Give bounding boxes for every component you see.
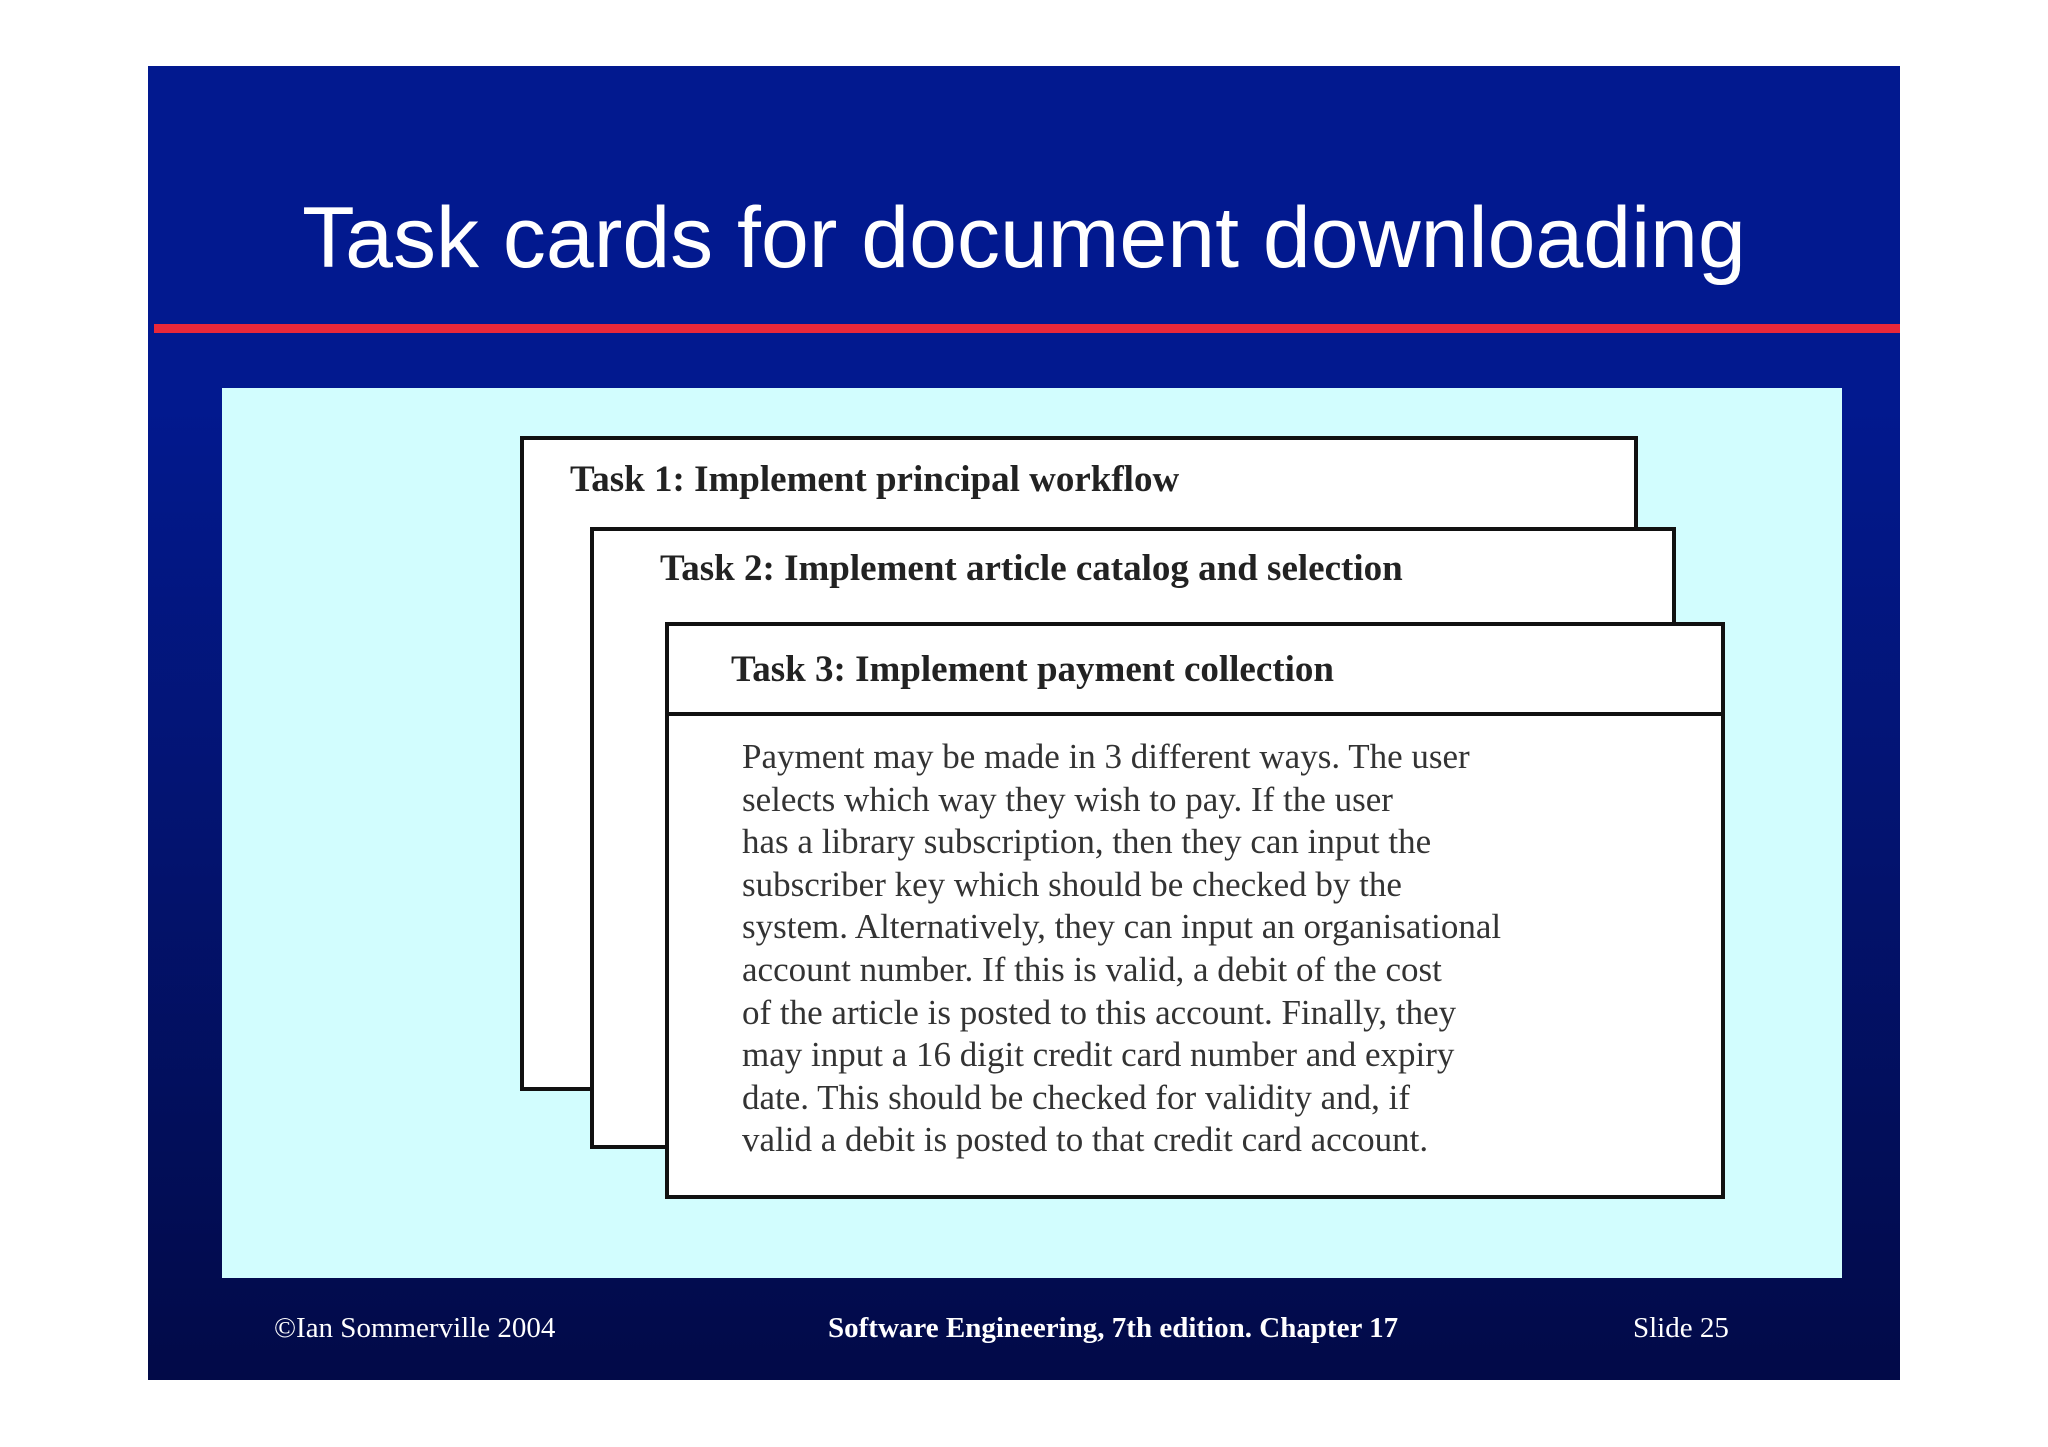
- footer-slide-number: Slide 25: [1633, 1312, 1729, 1344]
- task-card-3-body-line: of the article is posted to this account. Finally, they: [742, 992, 1457, 1032]
- title-rule: [154, 324, 1900, 333]
- task-card-3-title: Task 3: Implement payment collection: [731, 649, 1334, 690]
- slide-title: Task cards for document downloading: [302, 190, 1746, 286]
- task-card-3-body-line: account number. If this is valid, a debit of the cost: [742, 949, 1442, 989]
- figure-panel: [222, 388, 1842, 1278]
- task-card-3-body-line: system. Alternatively, they can input an organisational: [742, 907, 1502, 947]
- task-card-3: [665, 622, 1725, 1199]
- task-card-3-body-line: valid a debit is posted to that credit card account.: [742, 1120, 1429, 1160]
- slide: [148, 66, 1900, 1380]
- task-card-3-body: [742, 736, 1702, 1162]
- task-card-3-body-line: date. This should be checked for validity and, if: [742, 1077, 1411, 1117]
- footer-copyright: ©Ian Sommerville 2004: [274, 1312, 556, 1344]
- task-card-3-body-line: has a library subscription, then they can input the: [742, 822, 1432, 862]
- task-card-2-title: Task 2: Implement article catalog and selection: [660, 548, 1403, 589]
- task-card-3-body-line: Payment may be made in 3 different ways. The user: [742, 737, 1470, 776]
- task-card-3-body-line: may input a 16 digit credit card number and expiry: [742, 1035, 1455, 1075]
- task-card-3-divider: [669, 712, 1721, 716]
- footer-book-title: Software Engineering, 7th edition. Chapter 17: [828, 1312, 1399, 1344]
- task-card-3-body-line: selects which way they wish to pay. If the user: [742, 779, 1393, 819]
- task-card-1-title: Task 1: Implement principal workflow: [570, 459, 1180, 500]
- task-card-3-body-line: subscriber key which should be checked by the: [742, 864, 1402, 904]
